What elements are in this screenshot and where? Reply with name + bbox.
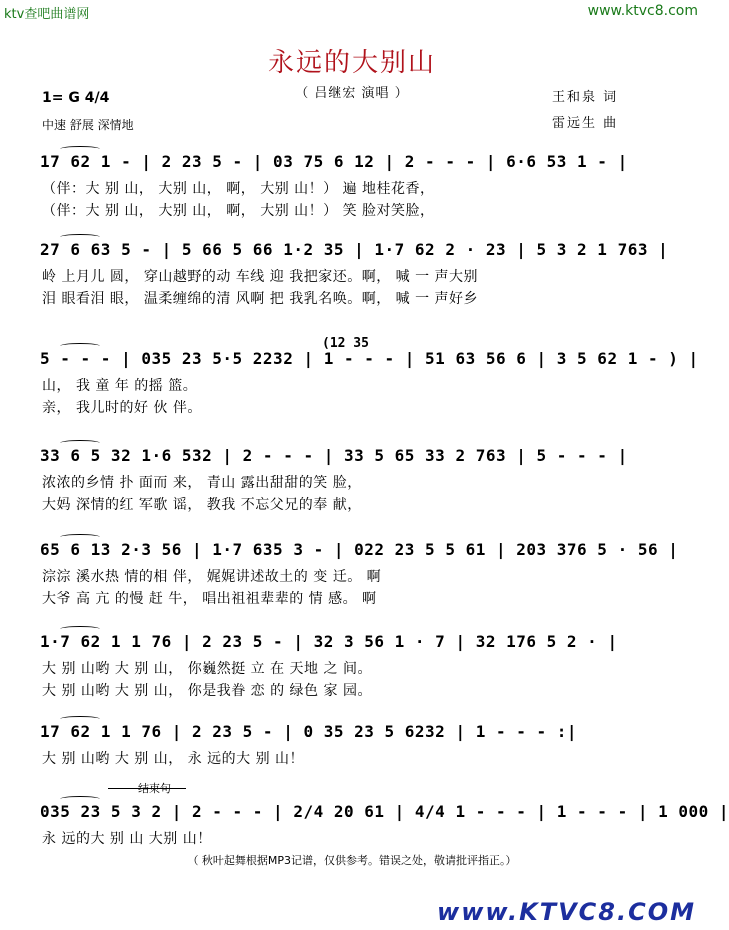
footnote: （ 秋叶起舞根据MP3记谱，仅供参考。错误之处，敬请批评指正。）	[187, 854, 517, 867]
lyricist: 王和泉 词	[552, 90, 619, 105]
slur-mark	[60, 440, 100, 446]
lyric-line: 大妈 深情的红 军歌 谣， 教我 不忘父兄的奉 献，	[42, 497, 362, 513]
lyric-line: 岭 上月儿 圆， 穿山越野的动 车线 迎 我把家还。啊， 喊 一 声大别	[42, 269, 479, 285]
lyric-line: 泪 眼看泪 眼， 温柔缠绵的清 风啊 把 我乳名唤。啊， 喊 一 声好乡	[42, 291, 479, 307]
lyric-line: （伴：大 别 山， 大别 山， 啊， 大别 山！） 笑 脸对笑脸，	[42, 203, 435, 219]
lyric-line: 永 远的大 别 山 大别 山！	[42, 831, 212, 847]
notation-line: 17 62 1 1 76 | 2 23 5 - | 0 35 23 5 6232 | 1 - - - :|	[40, 722, 578, 741]
lyric-line: 亲， 我儿时的好 伙 伴。	[42, 400, 202, 416]
bracket-note: (12 35	[322, 336, 369, 351]
slur-mark	[60, 146, 100, 152]
slur-mark	[60, 626, 100, 632]
lyric-line: 大 别 山哟 大 别 山， 你巍然挺 立 在 天地 之 间。	[42, 661, 372, 677]
notation-line: 65 6 13 2·3 56 | 1·7 635 3 - | 022 23 5 5 61 | 203 376 5 · 56 |	[40, 540, 679, 559]
slur-mark	[60, 716, 100, 722]
lyric-line: 大 别 山哟 大 别 山， 你是我眷 恋 的 绿色 家 园。	[42, 683, 372, 699]
song-title: 永远的大别山	[267, 48, 436, 78]
slur-mark	[60, 534, 100, 540]
ending-mark: 结束句	[138, 782, 171, 795]
lyric-line: （伴：大 别 山， 大别 山， 啊， 大别 山！） 遍 地桂花香，	[42, 181, 435, 197]
notation-line: 33 6 5 32 1·6 532 | 2 - - - | 33 5 65 33 2 763 | 5 - - - |	[40, 446, 628, 465]
performer: （ 吕继宏 演唱 ）	[295, 86, 409, 101]
notation-line: 17 62 1 - | 2 23 5 - | 03 75 6 12 | 2 - - - | 6·6 53 1 - |	[40, 152, 628, 171]
notation-line: 1·7 62 1 1 76 | 2 23 5 - | 32 3 56 1 · 7 | 32 176 5 2 · |	[40, 632, 618, 651]
lyric-line: 大 别 山哟 大 别 山， 永 远的大 别 山！	[42, 751, 305, 767]
slur-mark	[60, 796, 100, 802]
site-url-bottom[interactable]: www.KTVC8.COM	[437, 898, 696, 926]
slur-mark	[60, 343, 100, 349]
lyric-line: 淙淙 溪水热 情的相 伴， 娓娓讲述故土的 变 迁。 啊	[42, 569, 382, 585]
ending-line	[108, 788, 186, 789]
notation-line: 27 6 63 5 - | 5 66 5 66 1·2 35 | 1·7 62 2 · 23 | 5 3 2 1 763 |	[40, 240, 669, 259]
site-name-top: ktv查吧曲谱网	[4, 7, 90, 22]
site-url-top[interactable]: www.ktvc8.com	[587, 3, 698, 19]
notation-line: 5 - - - | 035 23 5·5 2232 | 1 - - - | 51 63 56 6 | 3 5 62 1 - ) |	[40, 349, 699, 368]
tempo-marking: 中速 舒展 深情地	[42, 118, 134, 132]
composer: 雷远生 曲	[552, 116, 619, 131]
notation-line: 035 23 5 3 2 | 2 - - - | 2/4 20 61 | 4/4 1 - - - | 1 - - - | 1 000 |	[40, 802, 729, 821]
lyric-line: 大爷 高 亢 的慢 赶 牛， 唱出祖祖辈辈的 情 感。 啊	[42, 591, 377, 607]
lyric-line: 山， 我 童 年 的摇 篮。	[42, 378, 198, 394]
key-signature: 1= G 4/4	[42, 90, 110, 106]
lyric-line: 浓浓的乡情 扑 面而 来， 青山 露出甜甜的笑 脸，	[42, 475, 362, 491]
slur-mark	[60, 234, 100, 240]
